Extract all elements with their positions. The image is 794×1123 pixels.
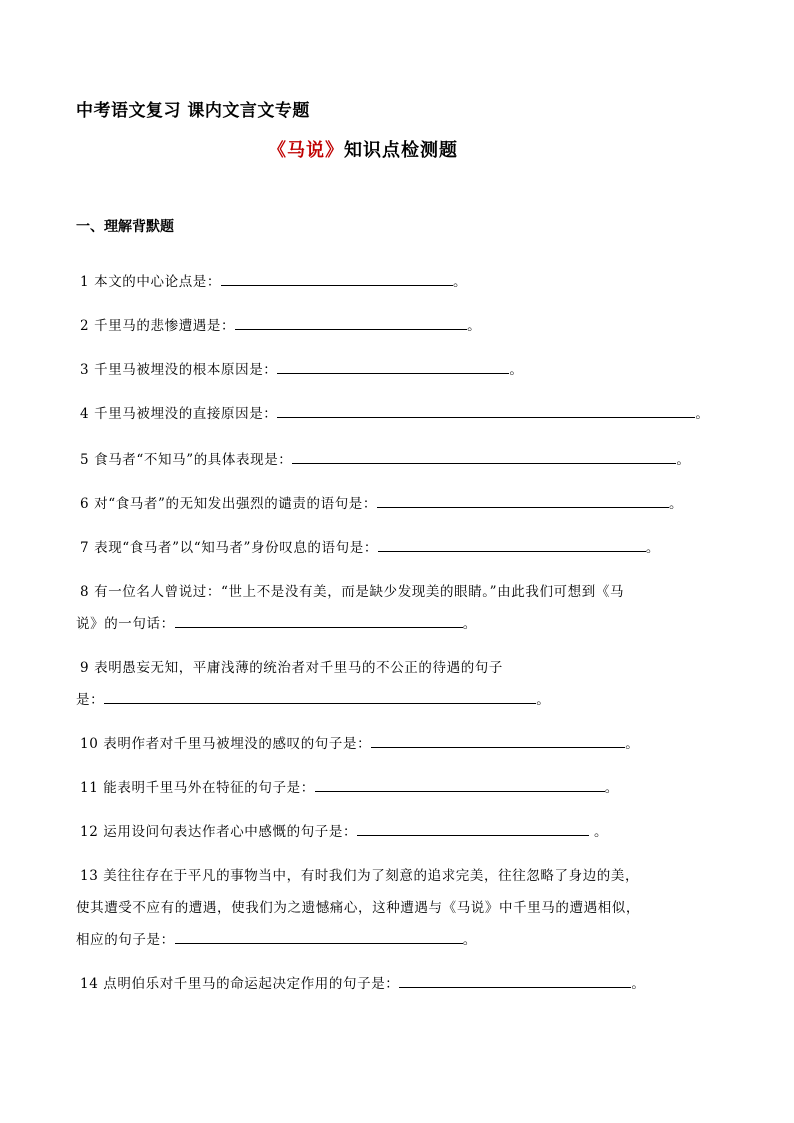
subtitle-book-title: 《马说》 <box>268 140 344 161</box>
question-text: 运用设问句表达作者心中感慨的句子是： <box>103 824 358 840</box>
question-end: 。 <box>462 616 477 632</box>
question-5 <box>80 448 691 468</box>
question-text: 千里马被埋没的直接原因是： <box>94 406 278 422</box>
question-8 <box>80 580 624 600</box>
question-text: 使其遭受不应有的遭遇，使我们为之遗憾痛心，这种遭遇与《马说》中千里马的遭遇相似， <box>76 900 640 916</box>
question-text: 有一位名人曾说过：“世上不是没有美，而是缺少发现美的眼睛。”由此我们可想到《马 <box>94 584 625 600</box>
page-title: 中考语文复习 课内文言文专题 <box>76 101 310 121</box>
answer-blank[interactable] <box>277 404 695 418</box>
question-13-line2 <box>76 896 640 916</box>
answer-blank[interactable] <box>292 450 676 464</box>
question-text: 表明作者对千里马被埋没的感叹的句子是： <box>103 736 372 752</box>
question-number: 7 <box>80 540 90 556</box>
answer-blank[interactable] <box>277 360 509 374</box>
question-6 <box>80 492 683 512</box>
question-end: 。 <box>631 976 646 992</box>
question-12 <box>80 820 608 840</box>
question-number: 9 <box>80 660 90 676</box>
question-text: 说》的一句话： <box>76 616 175 632</box>
question-text: 对“食马者”的无知发出强烈的谴责的语句是： <box>94 496 378 512</box>
answer-blank[interactable] <box>357 822 589 836</box>
question-text: 表明愚妄无知，平庸浅薄的统治者对千里马的不公正的待遇的句子 <box>94 660 504 676</box>
question-end: 。 <box>453 274 468 290</box>
question-number: 4 <box>80 406 90 422</box>
question-text: 美往往存在于平凡的事物当中，有时我们为了刻意的追求完美，往往忽略了身边的美， <box>103 868 640 884</box>
answer-blank[interactable] <box>221 272 453 286</box>
page-subtitle <box>268 136 458 162</box>
question-text: 千里马的悲惨遭遇是： <box>94 318 236 334</box>
question-7 <box>80 536 660 556</box>
question-4 <box>80 402 710 422</box>
question-9 <box>80 656 503 676</box>
answer-blank[interactable] <box>235 316 467 330</box>
question-end: 。 <box>695 406 710 422</box>
question-end: 。 <box>669 496 684 512</box>
question-end: 。 <box>625 736 640 752</box>
question-end: 。 <box>467 318 482 334</box>
question-end: 。 <box>604 780 619 796</box>
section-heading: 一、理解背默题 <box>76 219 174 235</box>
question-11 <box>80 776 619 796</box>
question-text: 本文的中心论点是： <box>94 274 222 290</box>
question-13-line3 <box>76 928 477 948</box>
question-text: 能表明千里马外在特征的句子是： <box>103 780 315 796</box>
answer-blank[interactable] <box>175 930 463 944</box>
subtitle-rest: 知识点检测题 <box>344 140 458 161</box>
answer-blank[interactable] <box>315 778 605 792</box>
question-1 <box>80 270 467 290</box>
question-14 <box>80 972 646 992</box>
question-end: 。 <box>509 362 524 378</box>
question-3 <box>80 358 524 378</box>
question-end: 。 <box>536 692 551 708</box>
answer-blank[interactable] <box>104 690 536 704</box>
question-end: 。 <box>462 932 477 948</box>
question-number: 1 <box>80 274 90 290</box>
question-end: 。 <box>676 452 691 468</box>
question-number: 6 <box>80 496 90 512</box>
question-number: 5 <box>80 452 90 468</box>
question-text: 千里马被埋没的根本原因是： <box>94 362 278 378</box>
question-end: 。 <box>589 824 609 840</box>
question-number: 14 <box>80 976 99 992</box>
question-text: 是： <box>76 692 105 708</box>
question-number: 8 <box>80 584 90 600</box>
question-8-line2 <box>76 612 477 632</box>
question-text: 食马者“不知马”的具体表现是： <box>94 452 293 468</box>
answer-blank[interactable] <box>399 974 631 988</box>
question-text: 点明伯乐对千里马的命运起决定作用的句子是： <box>103 976 400 992</box>
question-end: 。 <box>645 540 661 556</box>
question-text: 表现“食马者”以“知马者”身份叹息的语句是： <box>94 540 378 556</box>
question-number: 2 <box>80 318 90 334</box>
question-9-line2 <box>76 688 550 708</box>
answer-blank[interactable] <box>377 494 669 508</box>
question-number: 10 <box>80 736 99 752</box>
question-number: 3 <box>80 362 90 378</box>
answer-blank[interactable] <box>175 614 463 628</box>
question-2 <box>80 314 481 334</box>
answer-blank[interactable] <box>371 734 625 748</box>
question-number: 12 <box>80 824 99 840</box>
question-number: 11 <box>80 780 99 796</box>
question-13 <box>80 864 639 884</box>
answer-blank[interactable] <box>378 538 646 552</box>
question-number: 13 <box>80 868 99 884</box>
question-text: 相应的句子是： <box>76 932 175 948</box>
question-10 <box>80 732 639 752</box>
